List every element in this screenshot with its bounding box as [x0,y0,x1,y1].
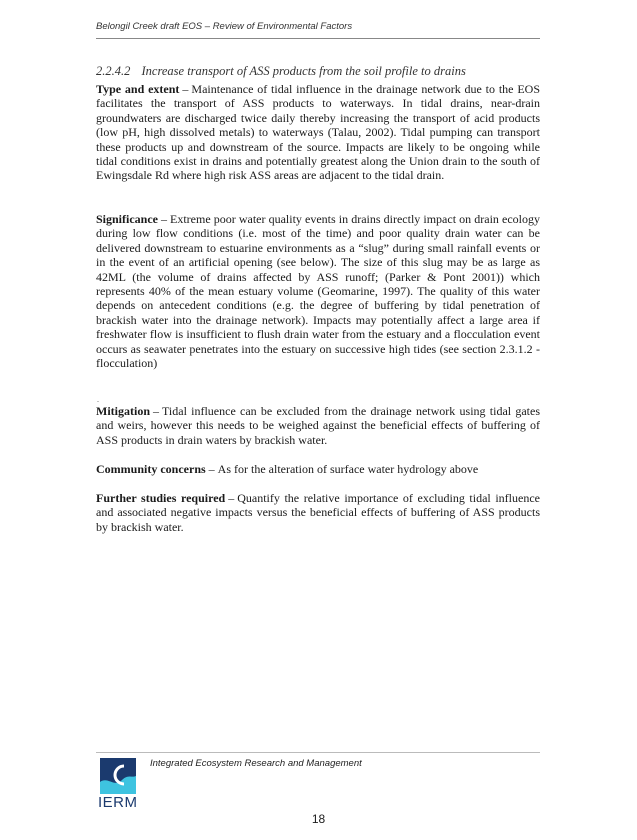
text-community-concerns: As for the alteration of surface water hydrology above [217,462,479,476]
paragraph-community-concerns: Community concerns – As for the alteration of surface water hydrology above [96,462,479,476]
paragraph-mitigation: Mitigation – Tidal influence can be excluded from the drainage network using tidal gates and weirs, however this needs to be weighed against the beneficial effects of buffering of ASS products in drain waters by brackish water. [96,404,540,447]
section-heading [96,64,466,79]
section-title: Increase transport of ASS products from the soil profile to drains [141,64,466,78]
term-further-studies: Further studies required [96,491,226,505]
ierm-logo-icon [100,758,136,794]
header-rule [96,38,540,39]
stray-mark: . [97,395,99,404]
term-mitigation: Mitigation [96,404,150,418]
text-mitigation: Tidal influence can be excluded from the drainage network using tidal gates and weirs, however this needs to be weighed against the beneficial effects of buffering of ASS products in drain waters by brackish water. [96,404,540,447]
text-further-studies: Quantify the relative importance of excluding tidal influence and associated negative impacts versus the beneficial effects of buffering of ASS products by brackish water. [96,491,540,534]
text-significance: Extreme poor water quality events in drains directly impact on drain ecology during low flow conditions (i.e. most of the time) and poor quality drain water can be delivered downstream to estuarine environments as a “slug” during small rainfall events or in the event of an artificial opening (see below). The size of this slug may be as large as 42ML (the volume of drains affected by ASS runoff; (Parker & Pont 2001)) which represents 40% of the mean estuary volume (Geomarine, 1997). The quality of this water depends on antecedent conditions (e.g. the degree of buffering by tidal penetration of brackish water into the drainage network). Impacts may potentially affect a large area if freshwater flow is insufficient to flush drain water from the estuary and a flocculation event occurs as seawater penetrates into the estuary on successive high tides (see section 2.3.1.2 - flocculation) [96,212,540,371]
running-header: Belongil Creek draft EOS – Review of Environmental Factors [96,21,353,32]
paragraph-significance: Significance – Extreme poor water quality events in drains directly impact on drain ecology during low flow conditions (i.e. most of the time) and poor quality drain water can be delivered downstream to estuarine environments as a “slug” during small rainfall events or in the event of an artificial opening (see below). The size of this slug may be as large as 42ML (the volume of drains affected by ASS runoff; (Parker & Pont 2001)) which represents 40% of the mean estuary volume (Geomarine, 1997). The quality of this water depends on antecedent conditions (e.g. the degree of buffering by tidal penetration of brackish water into the drainage network). Impacts may potentially affect a large area if freshwater flow is insufficient to flush drain water from the estuary and a flocculation event occurs as seawater penetrates into the estuary on successive high tides (see section 2.3.1.2 - flocculation) [96,212,540,371]
term-type-and-extent: Type and extent [96,82,180,96]
footer-rule [96,752,540,753]
footer-organisation: Integrated Ecosystem Research and Management [150,758,362,769]
paragraph-type-and-extent: Type and extent – Maintenance of tidal influence in the drainage network due to the EOS facilitates the transport of ASS products to waterways. In tidal drains, near-drain groundwaters are discharged twice daily thereby increasing the transport of acid products (low pH, high dissolved metals) to waterways (Talau, 2002). Tidal pumping can transport these products up and downstream of the source. Impacts are likely to be ongoing while tidal conditions exist in drains and potentially greatest along the Union drain to the south of Ewingsdale Rd where high risk ASS areas are adjacent to the tidal drain. [96,82,540,183]
page-number: 18 [311,812,326,826]
section-number: 2.2.4.2 [96,64,131,78]
ierm-logo [98,758,142,818]
ierm-logo-text: IERM [98,794,138,811]
paragraph-further-studies: Further studies required – Quantify the relative importance of excluding tidal influence and associated negative impacts versus the beneficial effects of buffering of ASS products by brackish water. [96,491,540,534]
text-type-and-extent: Maintenance of tidal influence in the drainage network due to the EOS facilitates the transport of ASS products to waterways. In tidal drains, near-drain groundwaters are discharged twice daily thereby increasing the transport of acid products (low pH, high dissolved metals) to waterways (Talau, 2002). Tidal pumping can transport these products up and downstream of the source. Impacts are likely to be ongoing while tidal conditions exist in drains and potentially greatest along the Union drain to the south of Ewingsdale Rd where high risk ASS areas are adjacent to the tidal drain. [96,82,540,183]
term-community-concerns: Community concerns [96,462,206,476]
term-significance: Significance [96,212,158,226]
